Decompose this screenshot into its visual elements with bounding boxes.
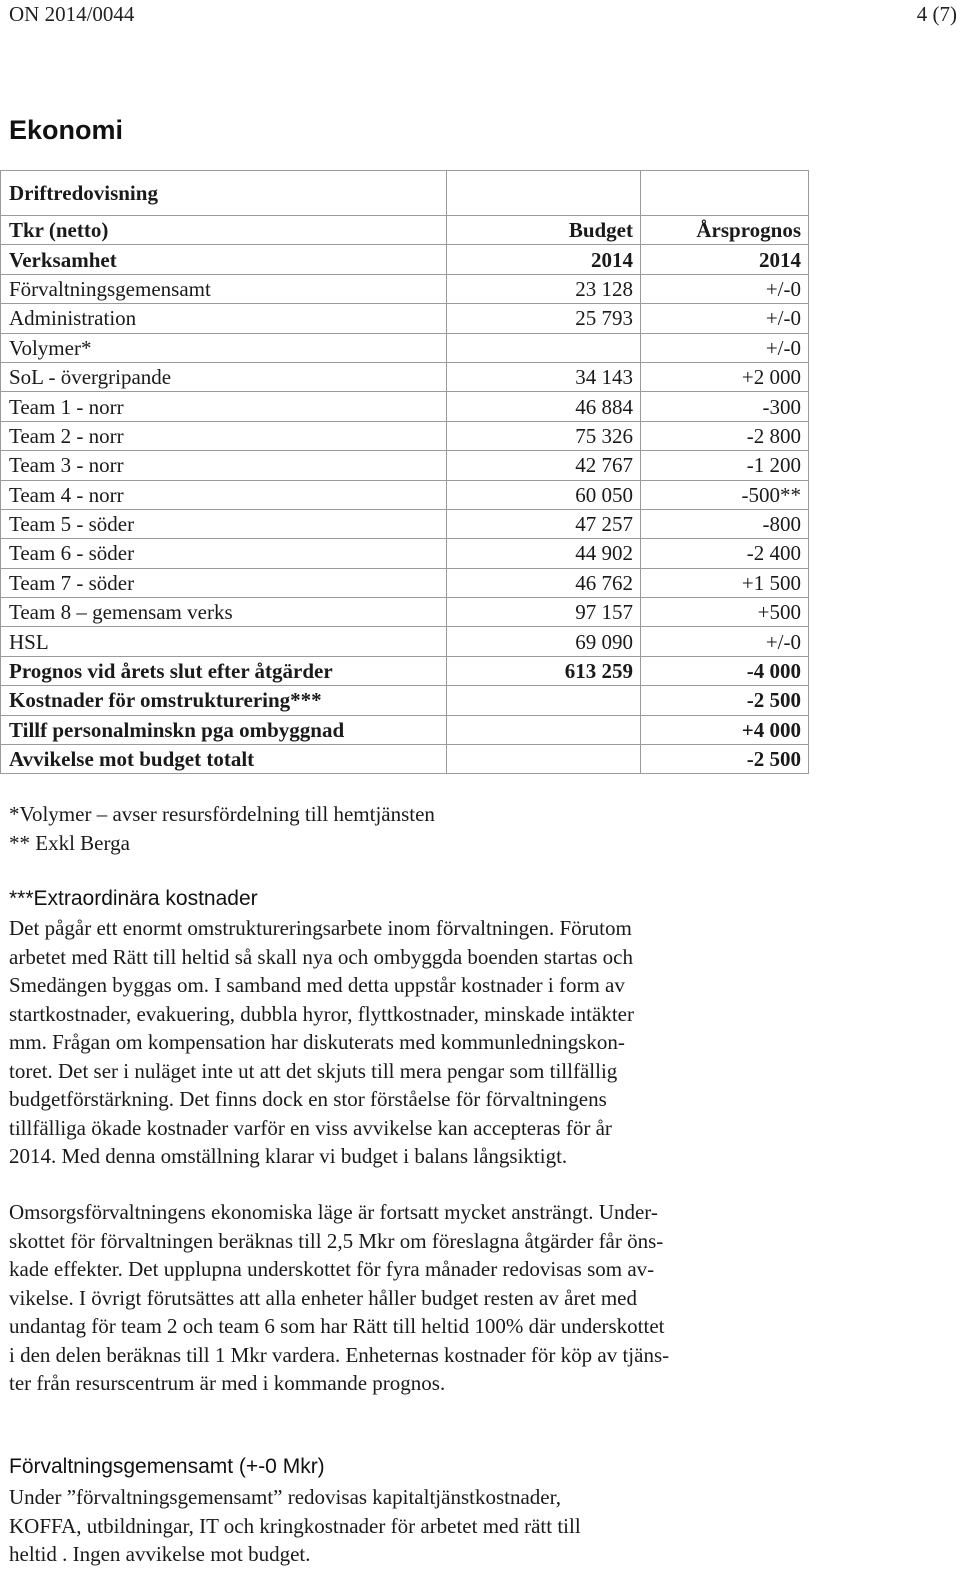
cell-label: Team 2 - norr bbox=[1, 421, 447, 450]
cell-prognos: +/-0 bbox=[641, 274, 809, 303]
cell-prognos: +4 000 bbox=[641, 715, 809, 744]
cell-label: Kostnader för omstrukturering*** bbox=[1, 686, 447, 715]
cell-label: Team 1 - norr bbox=[1, 392, 447, 421]
text-line: toret. Det ser i nuläget inte ut att det skjuts till mera pengar som tillfällig bbox=[9, 1058, 618, 1083]
cell-label: Team 3 - norr bbox=[1, 451, 447, 480]
cell-budget bbox=[447, 715, 641, 744]
text-line: Omsorgsförvaltningens ekonomiska läge är fortsatt mycket ansträngt. Under- bbox=[9, 1200, 658, 1224]
column-header-label: Tkr (netto) bbox=[1, 216, 447, 245]
cell-budget: 25 793 bbox=[447, 304, 641, 333]
text-line: tillfälliga ökade kostnader varför en viss avvikelse kan accepteras för år bbox=[9, 1115, 612, 1140]
table-row bbox=[1, 509, 809, 538]
cell-label: Avvikelse mot budget totalt bbox=[1, 745, 447, 774]
text-line: i den delen beräknas till 1 Mkr vardera. Enheternas kostnader för köp av tjäns- bbox=[9, 1342, 670, 1367]
cell-prognos: -1 200 bbox=[641, 451, 809, 480]
text-line: ter från resurscentrum är med i kommande prognos. bbox=[9, 1371, 446, 1395]
document-id: ON 2014/0044 bbox=[9, 2, 135, 26]
table-row bbox=[1, 362, 809, 391]
footnote: *Volymer – avser resursfördelning till hemtjänsten bbox=[9, 802, 435, 826]
table-row bbox=[1, 715, 809, 744]
text-line: heltid . Ingen avvikelse mot budget. bbox=[9, 1542, 311, 1566]
cell-label: Team 8 – gemensam verks bbox=[1, 598, 447, 627]
table-header-row bbox=[1, 216, 809, 245]
cell-budget: 613 259 bbox=[447, 656, 641, 685]
table-row bbox=[1, 421, 809, 450]
footnote: ** Exkl Berga bbox=[9, 831, 130, 855]
cell-label: Volymer* bbox=[1, 333, 447, 362]
table-row bbox=[1, 686, 809, 715]
cell-label: Team 5 - söder bbox=[1, 509, 447, 538]
cell-label: Team 6 - söder bbox=[1, 539, 447, 568]
text-line: mm. Frågan om kompensation har diskuterats med kommunledningskon- bbox=[9, 1030, 625, 1054]
cell-prognos: +/-0 bbox=[641, 627, 809, 656]
cell-prognos: -4 000 bbox=[641, 656, 809, 685]
cell-label: Förvaltningsgemensamt bbox=[1, 274, 447, 303]
cell-label: Tillf personalminskn pga ombyggnad bbox=[1, 715, 447, 744]
extra-costs-paragraph bbox=[9, 914, 789, 1171]
column-header-budget: Budget bbox=[447, 216, 641, 245]
cell-budget: 60 050 bbox=[447, 480, 641, 509]
economy-paragraph bbox=[9, 1198, 789, 1398]
cell-prognos: +/-0 bbox=[641, 304, 809, 333]
text-line: kade effekter. Det upplupna underskottet för fyra månader redovisas som av- bbox=[9, 1257, 655, 1281]
column-header-prognos: Årsprognos bbox=[641, 216, 809, 245]
text-line: Under ”förvaltningsgemensamt” redovisas kapitaltjänstkostnader, bbox=[9, 1485, 561, 1509]
page-header bbox=[9, 0, 957, 30]
cell-label: Prognos vid årets slut efter åtgärder bbox=[1, 656, 447, 685]
cell-budget: 75 326 bbox=[447, 421, 641, 450]
cell-budget: 97 157 bbox=[447, 598, 641, 627]
text-line: Det pågår ett enormt omstruktureringsarbete inom förvaltningen. Förutom bbox=[9, 916, 632, 940]
cell-budget: 69 090 bbox=[447, 627, 641, 656]
budget-table bbox=[0, 170, 809, 774]
cell-budget: 47 257 bbox=[447, 509, 641, 538]
table-title-row bbox=[1, 171, 809, 216]
table-row bbox=[1, 333, 809, 362]
text-line: startkostnader, evakuering, dubbla hyror, flyttkostnader, minskade intäkter bbox=[9, 1001, 634, 1026]
table-row bbox=[1, 304, 809, 333]
forvaltning-paragraph bbox=[9, 1483, 789, 1569]
cell-budget: 46 762 bbox=[447, 568, 641, 597]
table-row bbox=[1, 656, 809, 685]
table-row bbox=[1, 568, 809, 597]
table-row bbox=[1, 627, 809, 656]
section-title: Ekonomi bbox=[9, 115, 124, 145]
cell-prognos: -2 500 bbox=[641, 745, 809, 774]
table-row bbox=[1, 598, 809, 627]
table-row bbox=[1, 745, 809, 774]
cell-prognos: -2 500 bbox=[641, 686, 809, 715]
cell-budget: 46 884 bbox=[447, 392, 641, 421]
table-row bbox=[1, 539, 809, 568]
cell-prognos: +/-0 bbox=[641, 333, 809, 362]
cell-label: HSL bbox=[1, 627, 447, 656]
table-header-row bbox=[1, 245, 809, 274]
cell-prognos: +2 000 bbox=[641, 362, 809, 391]
extra-costs-heading: ***Extraordinära kostnader bbox=[9, 887, 258, 910]
cell-prognos: -2 400 bbox=[641, 539, 809, 568]
column-header-prognos-year: 2014 bbox=[641, 245, 809, 274]
column-header-budget-year: 2014 bbox=[447, 245, 641, 274]
text-line: KOFFA, utbildningar, IT och kringkostnader för arbetet med rätt till bbox=[9, 1513, 581, 1538]
cell-prognos: -500** bbox=[641, 480, 809, 509]
cell-budget bbox=[447, 686, 641, 715]
text-line: arbetet med Rätt till heltid så skall nya och ombyggda boenden startas och bbox=[9, 944, 634, 969]
cell-label: Team 7 - söder bbox=[1, 568, 447, 597]
page-number: 4 (7) bbox=[916, 2, 957, 26]
table-row bbox=[1, 480, 809, 509]
cell-budget: 42 767 bbox=[447, 451, 641, 480]
text-line: skottet för förvaltningen beräknas till 2,5 Mkr om föreslagna åtgärder får öns- bbox=[9, 1228, 664, 1253]
text-line: vikelse. I övrigt förutsättes att alla enheter håller budget resten av året med bbox=[9, 1285, 638, 1310]
table-row bbox=[1, 274, 809, 303]
cell-prognos: -300 bbox=[641, 392, 809, 421]
cell-budget: 23 128 bbox=[447, 274, 641, 303]
cell-budget: 34 143 bbox=[447, 362, 641, 391]
text-line: Smedängen byggas om. I samband med detta uppstår kostnader i form av bbox=[9, 973, 625, 997]
text-line: undantag för team 2 och team 6 som har Rätt till heltid 100% där underskottet bbox=[9, 1314, 665, 1338]
cell-budget bbox=[447, 333, 641, 362]
text-line: 2014. Med denna omställning klarar vi budget i balans långsiktigt. bbox=[9, 1144, 568, 1168]
cell-prognos: -800 bbox=[641, 509, 809, 538]
cell-budget: 44 902 bbox=[447, 539, 641, 568]
table-row bbox=[1, 392, 809, 421]
cell-label: Team 4 - norr bbox=[1, 480, 447, 509]
column-header-label: Verksamhet bbox=[1, 245, 447, 274]
cell-budget bbox=[447, 745, 641, 774]
cell-label: Administration bbox=[1, 304, 447, 333]
cell-prognos: +1 500 bbox=[641, 568, 809, 597]
cell-prognos: +500 bbox=[641, 598, 809, 627]
cell-label: SoL - övergripande bbox=[1, 362, 447, 391]
cell-prognos: -2 800 bbox=[641, 421, 809, 450]
footnotes bbox=[9, 800, 435, 858]
table-row bbox=[1, 451, 809, 480]
forvaltning-heading: Förvaltningsgemensamt (+-0 Mkr) bbox=[9, 1455, 325, 1478]
table-title: Driftredovisning bbox=[1, 171, 447, 216]
text-line: budgetförstärkning. Det finns dock en stor förståelse för förvaltningens bbox=[9, 1087, 607, 1111]
